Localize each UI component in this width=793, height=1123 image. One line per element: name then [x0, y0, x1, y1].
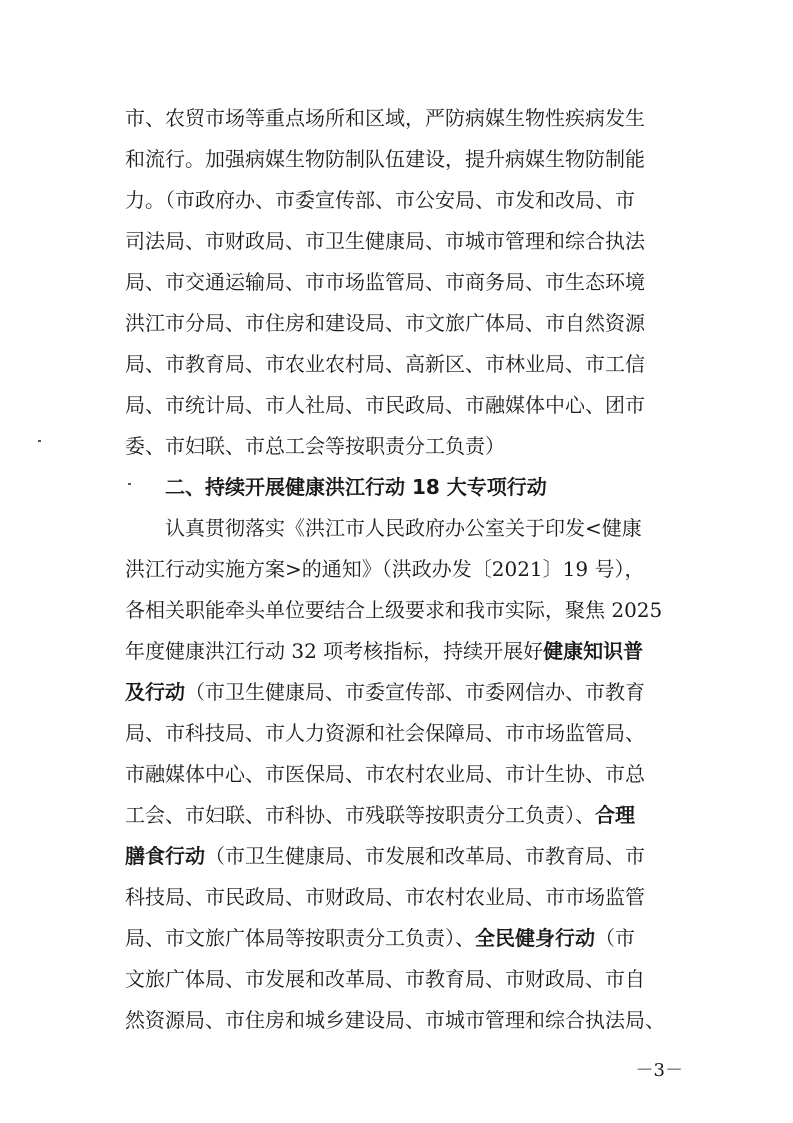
text-line: 和流行。加强病媒生物防制队伍建设，提升病媒生物防制能 — [125, 147, 645, 171]
text-line: 各相关职能牵头单位要结合上级要求和我市实际，聚焦 2025 — [125, 598, 663, 622]
text-line: 局、市统计局、市人社局、市民政局、市融媒体中心、团市 — [125, 393, 645, 417]
text-line — [125, 918, 685, 959]
text-segment: 年度健康洪江行动 32 项考核指标，持续开展好 — [125, 639, 544, 663]
text-line: 力。（市政府办、市委宣传部、市公安局、市发和改局、市 — [125, 188, 635, 212]
text-line: 然资源局、市住房和城乡建设局、市城市管理和综合执法局、 — [125, 1008, 665, 1032]
bold-keyword: 合理 — [595, 803, 635, 827]
text-segment: 工会、市妇联、市科协、市残联等按职责分工负责）、 — [125, 803, 595, 827]
text-line: 司法局、市财政局、市卫生健康局、市城市管理和综合执法 — [125, 229, 645, 253]
text-line: 科技局、市民政局、市财政局、市农村农业局、市市场监管 — [125, 885, 645, 909]
text-segment: （市卫生健康局、市发展和改革局、市教育局、市 — [205, 844, 645, 868]
text-line: 委、市妇联、市总工会等按职责分工负责） — [125, 434, 505, 458]
bold-keyword: 膳食行动 — [125, 844, 205, 868]
text-segment: （市 — [595, 926, 635, 950]
body-text — [125, 98, 685, 1041]
text-line — [125, 631, 685, 672]
text-line — [125, 836, 685, 877]
text-line: 洪江行动实施方案>的通知》（洪政办发〔2021〕19 号）， — [125, 557, 645, 581]
section-heading: 二、持续开展健康洪江行动 18 大专项行动 — [165, 475, 547, 499]
scan-speck — [38, 440, 41, 442]
text-line — [125, 795, 685, 836]
bold-keyword: 健康知识普 — [543, 639, 644, 663]
page-number: －3－ — [635, 1060, 683, 1081]
text-line: 局、市教育局、市农业农村局、高新区、市林业局、市工信 — [125, 352, 645, 376]
text-line — [125, 672, 685, 713]
text-segment: （市卫生健康局、市委宣传部、市委网信办、市教育 — [185, 680, 645, 704]
text-line: 局、市交通运输局、市市场监管局、市商务局、市生态环境 — [125, 270, 645, 294]
text-line: 洪江市分局、市住房和建设局、市文旅广体局、市自然资源 — [125, 311, 645, 335]
text-segment: 局、市文旅广体局等按职责分工负责）、 — [125, 926, 475, 950]
text-line: 认真贯彻落实《洪江市人民政府办公室关于印发<健康 — [165, 516, 642, 540]
bold-keyword: 全民健身行动 — [475, 926, 595, 950]
bold-keyword: 及行动 — [125, 680, 185, 704]
text-line: 市、农贸市场等重点场所和区域，严防病媒生物性疾病发生 — [125, 106, 645, 130]
text-line: 市融媒体中心、市医保局、市农村农业局、市计生协、市总 — [125, 762, 645, 786]
text-line: 局、市科技局、市人力资源和社会保障局、市市场监管局、 — [125, 721, 645, 745]
text-line: 文旅广体局、市发展和改革局、市教育局、市财政局、市自 — [125, 967, 645, 991]
